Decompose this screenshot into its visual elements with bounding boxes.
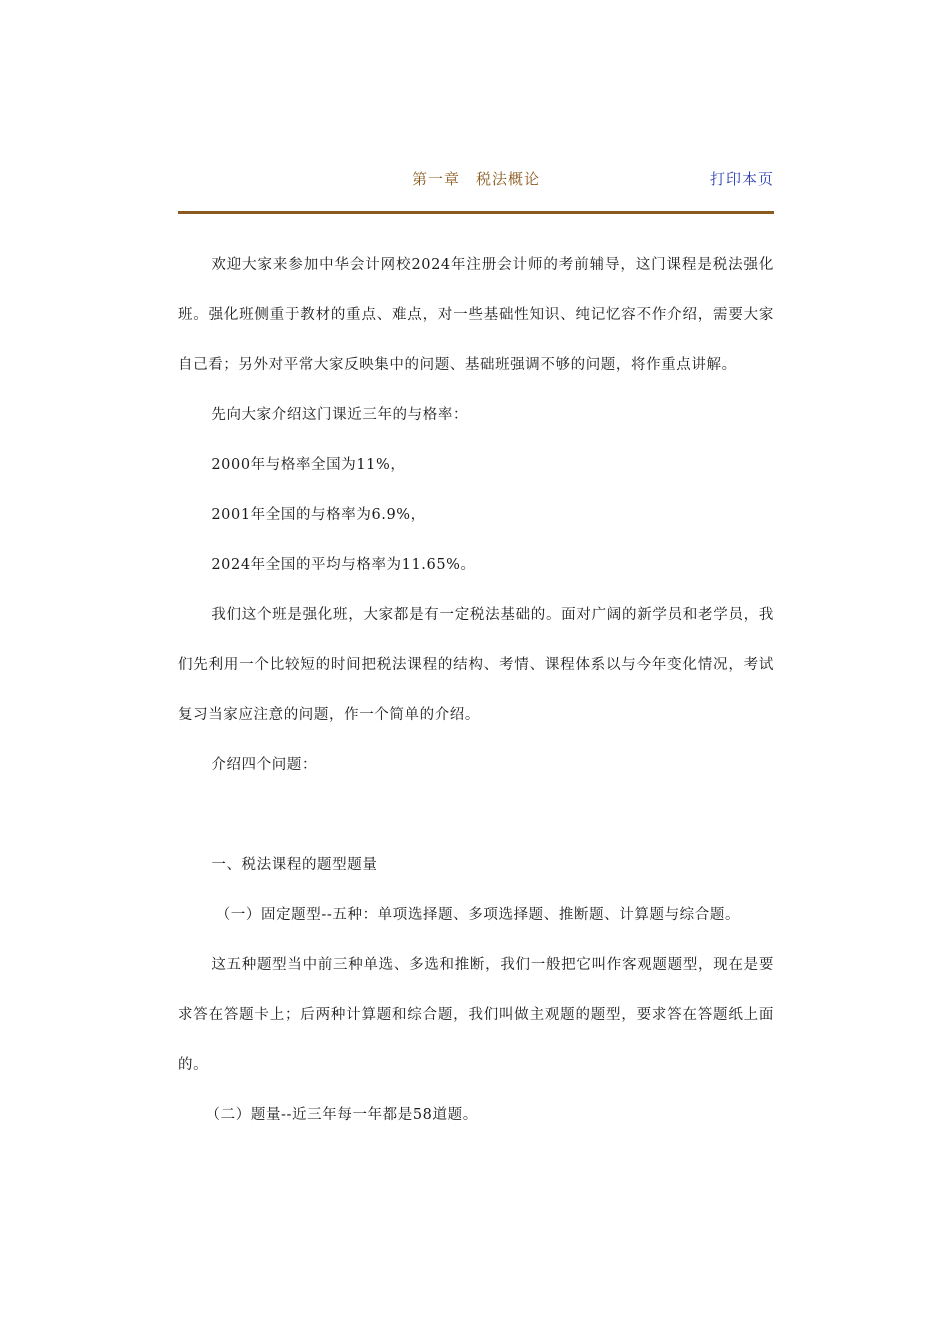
section-heading: 一、税法课程的题型题量 xyxy=(211,857,378,873)
intro-paragraph: 欢迎大家来参加中华会计网校2024年注册会计师的考前辅导，这门课程是税法强化班。强化班侧重于教材的重点、难点，对一些基础性知识、纯记忆容不作介绍，需要大家自己看；另外对平常大家反映集中的问题、基础班强调不够的问题，将作重点讲解。 xyxy=(178,257,774,373)
subsection-question-count: （二）题量--近三年每一年都是58道题。 xyxy=(205,1107,478,1123)
pass-rate-intro: 先向大家介绍这门课近三年的与格率： xyxy=(211,407,469,423)
chapter-title: 第一章 税法概论 xyxy=(411,170,540,188)
header-divider xyxy=(178,211,774,214)
class-overview-paragraph: 我们这个班是强化班，大家都是有一定税法基础的。面对广阔的新学员和老学员，我们先利用一个比较短的时间把税法课程的结构、考情、课程体系以与今年变化情况，考试复习当家应注意的问题，作一个简单的介绍。 xyxy=(178,607,774,723)
question-types-explanation: 这五种题型当中前三种单选、多选和推断，我们一般把它叫作客观题题型，现在是要求答在答题卡上；后两种计算题和综合题，我们叫做主观题的题型，要求答在答题纸上面的。 xyxy=(178,957,774,1073)
pass-rate-2001: 2001年全国的与格率为6.9%， xyxy=(211,507,426,523)
subsection-question-types: （一）固定题型--五种：单项选择题、多项选择题、推断题、计算题与综合题。 xyxy=(215,907,741,923)
page-header xyxy=(178,164,774,200)
blank-line xyxy=(178,790,774,840)
pass-rate-2000: 2000年与格率全国为11%， xyxy=(211,457,406,473)
pass-rate-2024: 2024年全国的平均与格率为11.65%。 xyxy=(211,557,476,573)
four-topics-intro: 介绍四个问题： xyxy=(211,757,318,773)
print-page-link[interactable]: 打印本页 xyxy=(709,170,774,188)
lecture-content xyxy=(178,240,774,1140)
